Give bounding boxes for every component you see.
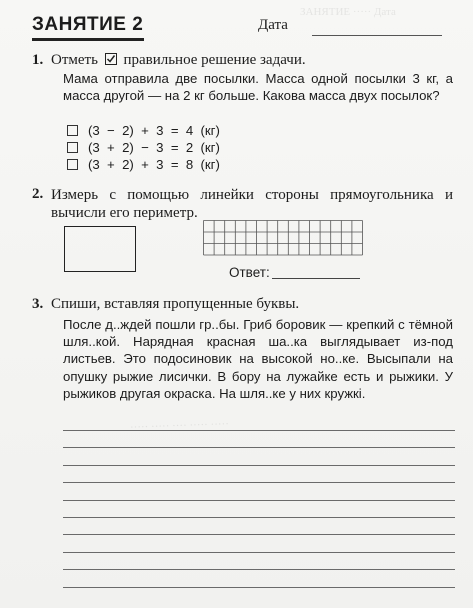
task2-answer-line[interactable]	[272, 278, 360, 279]
task1-option-1[interactable]	[67, 122, 220, 138]
task1-instruction	[51, 52, 306, 69]
writing-line[interactable]	[63, 552, 455, 553]
task3-instruction: Спиши, вставляя пропущенные буквы.	[51, 296, 300, 312]
task1-instruction-before: Отметь	[51, 52, 98, 68]
writing-line[interactable]	[63, 430, 455, 431]
task2-number: 2.	[32, 186, 44, 202]
task2-instruction: Измерь с помощью линейки стороны прямоугольника и вычисли его периметр.	[51, 187, 453, 221]
option-checkbox[interactable]	[67, 142, 78, 153]
option-checkbox[interactable]	[67, 125, 78, 136]
option-expression: (3 − 2) + 3 = 4 (кг)	[88, 122, 220, 138]
task1-problem-text: Мама отправила две посылки. Масса одной посылки 3 кг, а масса другой — на 2 кг больше. Какова масса двух посылок?	[63, 71, 453, 103]
option-expression: (3 + 2) − 3 = 2 (кг)	[88, 139, 220, 155]
writing-line[interactable]	[63, 534, 455, 535]
bleed-through-text: ЗАНЯТИЕ ····· Дата	[300, 6, 396, 18]
date-label: Дата	[258, 17, 288, 33]
checked-box-icon	[105, 53, 117, 65]
task1-option-2[interactable]	[67, 139, 220, 155]
task1-number: 1.	[32, 52, 44, 68]
task2-answer-label: Ответ:	[229, 265, 270, 280]
writing-line[interactable]	[63, 465, 455, 466]
task3-number: 3.	[32, 296, 44, 312]
writing-line[interactable]	[63, 482, 455, 483]
option-expression: (3 + 2) + 3 = 8 (кг)	[88, 156, 220, 172]
rectangle-figure	[64, 226, 136, 272]
lesson-title: ЗАНЯТИЕ 2	[32, 14, 144, 35]
option-checkbox[interactable]	[67, 159, 78, 170]
answer-grid[interactable]	[203, 220, 455, 260]
writing-line[interactable]	[63, 500, 455, 501]
task1-instruction-after: правильное решение задачи.	[123, 52, 306, 68]
task1-option-3[interactable]	[67, 156, 220, 172]
bleed-through-text: ····· ····· ···· ····· ·····	[129, 418, 230, 434]
date-input-line[interactable]	[312, 35, 442, 36]
writing-line[interactable]	[63, 517, 455, 518]
title-underline	[32, 38, 144, 41]
writing-line[interactable]	[63, 447, 455, 448]
writing-line[interactable]	[63, 587, 455, 588]
writing-line[interactable]	[63, 569, 455, 570]
task3-passage: После д..ждей пошли гр..бы. Гриб боровик — крепкий с тёмной шля..кой. Нарядная красная ша..ка выглядывает из-под листьев. Это подосиновик на высокой но..ке. Высыпали на опушку рыжие лисички. В бору на лужайке есть и рыжики. У рыжиков другая окраска. На шля..ке у них кружкі.	[63, 317, 453, 401]
